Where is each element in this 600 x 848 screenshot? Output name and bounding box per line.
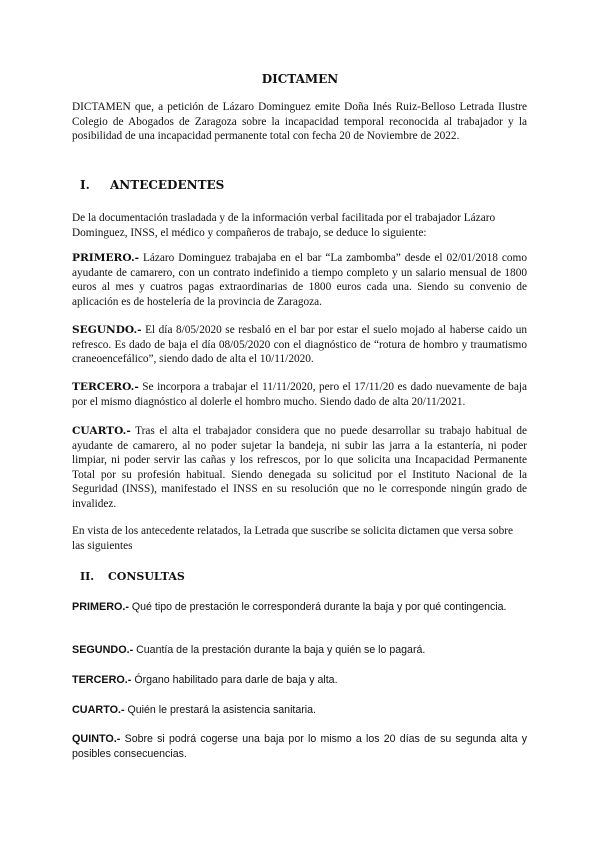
intro-paragraph: DICTAMEN que, a petición de Lázaro Dominguez emite Doña Inés Ruiz-Belloso Letrada Ilustre Colegio de Abogados de Zaragoza sobre la incapacidad temporal reconocida al trabajador y la posibilidad de una incapacidad permanente total con fecha 20 de Noviembre de 2022.: [72, 101, 527, 143]
antecedente-cuarto: [72, 424, 527, 512]
item-text: Lázaro Dominguez trabajaba en el bar “La zambomba” desde el 02/01/2018 como ayudante de camarero, con un contrato indefinido a tiempo completo y un salario mensual de 1800 euros al mes y cuatros pagas extraordinarias de 1800 euros cada una. Siendo su convenio de aplicación es de hostelería de la provincia de Zaragoza.: [72, 252, 527, 308]
item-label: SEGUNDO.-: [72, 324, 142, 336]
section-number: I.: [80, 178, 90, 192]
antecedentes-intro: De la documentación trasladada y de la información verbal facilitada por el trabajador Lázaro Dominguez, INSS, el médico y compañeros de trabajo, se deduce lo siguiente:: [72, 212, 496, 239]
item-label: PRIMERO.-: [72, 252, 140, 264]
antecedentes-closing: En vista de los antecedente relatados, la Letrada que suscribe se solicita dictamen que versa sobre las siguientes: [72, 525, 514, 552]
document-title: DICTAMEN: [261, 72, 339, 86]
item-label: CUARTO.-: [72, 704, 125, 716]
item-text: El día 8/05/2020 se resbaló en el bar por estar el suelo mojado al haberse caido un refresco. Es dado de baja el día 08/05/2020 con el diagnóstico de “rotura de hombro y traumatismo craneoencefálico”, siendo dado de alta el 10/11/2020.: [72, 324, 527, 366]
antecedente-tercero: [72, 380, 527, 409]
item-label: TERCERO.-: [72, 381, 139, 393]
item-text: Se incorpora a trabajar el 11/11/2020, pero el 17/11/20 es dado nuevamente de baja por el mismo diagnóstico al dolerle el hombro mucho. Siendo dado de alta 20/11/2021.: [72, 381, 527, 408]
antecedente-primero: [72, 251, 527, 309]
item-text: Órgano habilitado para darle de baja y alta.: [131, 674, 338, 686]
item-label: QUINTO.-: [72, 733, 121, 745]
consulta-quinto: [72, 732, 527, 762]
consulta-primero: [72, 600, 527, 615]
item-text: Quién le prestará la asistencia sanitaria.: [124, 704, 316, 716]
section-title: CONSULTAS: [108, 570, 185, 583]
consulta-tercero: [72, 673, 527, 688]
item-label: SEGUNDO.-: [72, 644, 134, 656]
section-title: ANTECEDENTES: [110, 178, 225, 192]
item-text: Cuantía de la prestación durante la baja y quién se lo pagará.: [133, 644, 426, 656]
consulta-cuarto: [72, 703, 527, 718]
item-text: Sobre si podrá cogerse una baja por lo mismo a los 20 días de su segunda alta y posibles consecuencias.: [72, 733, 527, 760]
item-label: PRIMERO.-: [72, 601, 129, 613]
antecedente-segundo: [72, 323, 527, 367]
consulta-segundo: [72, 643, 527, 658]
item-label: CUARTO.-: [72, 425, 131, 437]
item-text: Tras el alta el trabajador considera que no puede desarrollar su trabajo habitual de ayudante de camarero, al no poder sujetar la bandeja, ni subir las jarra a la estantería, ni poder limpiar, ni poder servir las cañas y los refrescos, por lo que solicita una Incapacidad Permanente Total por su profesión habitual. Siendo denegada su solicitud por el Instituto Nacional de la Seguridad (INSS), manifestado el INSS en su resolución que no le corresponde ningún grado de invalidez.: [72, 425, 527, 510]
section-heading-antecedentes: [80, 178, 224, 192]
item-label: TERCERO.-: [72, 674, 132, 686]
section-number: II.: [80, 570, 95, 583]
section-heading-consultas: [80, 570, 185, 583]
item-text: Qué tipo de prestación le corresponderá durante la baja y por qué contingencia.: [128, 601, 507, 613]
